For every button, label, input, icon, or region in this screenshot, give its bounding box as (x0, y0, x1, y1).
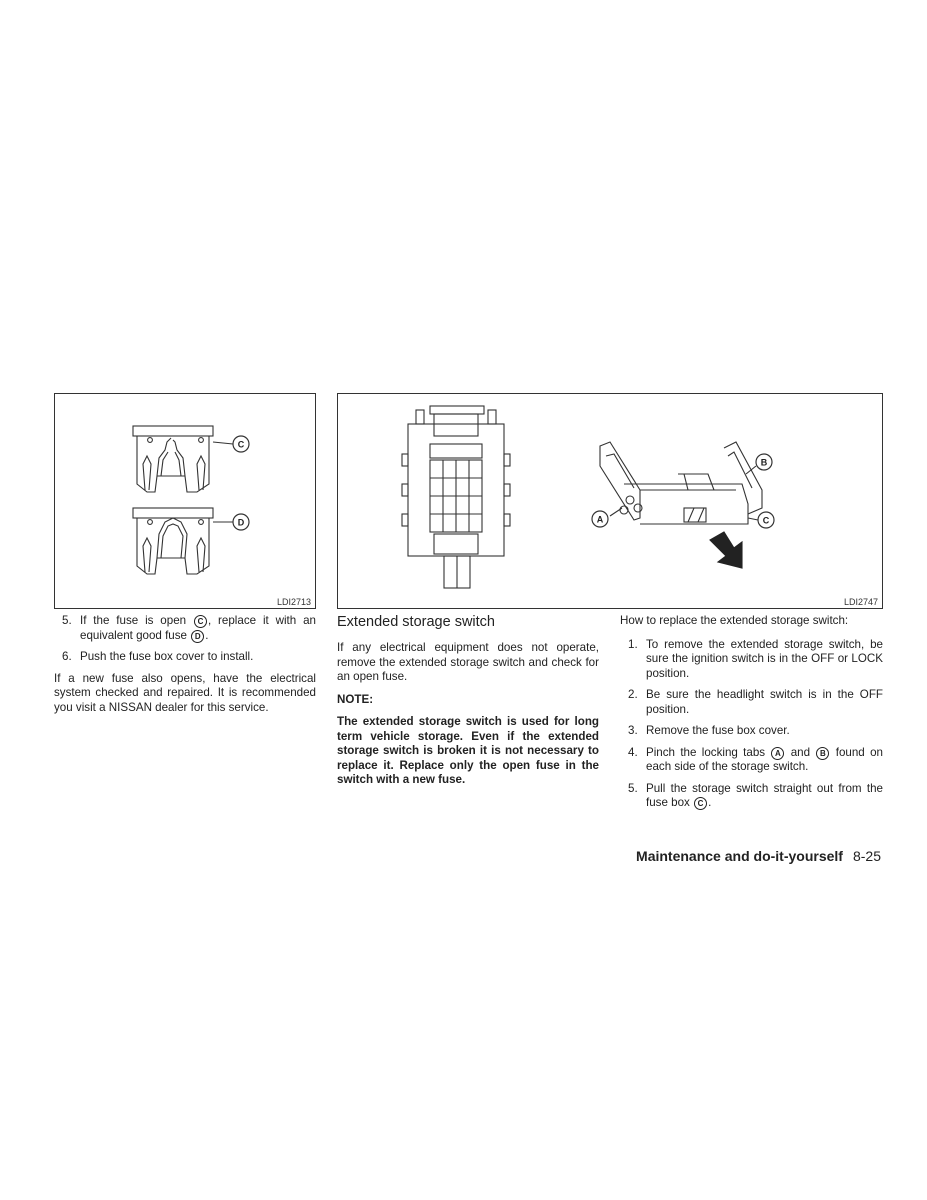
callout-c-symbol: C (194, 615, 207, 628)
svg-text:C: C (237, 439, 245, 450)
left-column (54, 614, 316, 723)
page-number: 8-25 (852, 848, 881, 864)
fuse-illustration (55, 394, 315, 608)
callout-c (233, 436, 249, 452)
right-column (620, 614, 883, 818)
svg-text:B: B (760, 457, 768, 468)
step-4: 4. Pinch the locking tabs A and B found on each side of the storage switch. (628, 745, 883, 773)
callout-c (758, 512, 774, 528)
intro-paragraph: If any electrical equipment does not operate, remove the extended storage switch and check for an open fuse. (337, 641, 599, 683)
step-3: 3. Remove the fuse box cover. (628, 724, 790, 737)
step-5: 5. If the fuse is open C , replace it with an equivalent good fuse D . (62, 614, 316, 642)
page-footer (636, 848, 881, 864)
fuse-figure (54, 393, 316, 609)
svg-text:C: C (762, 515, 770, 526)
callout-b-symbol: B (816, 747, 829, 760)
fuse-box-drawing (402, 406, 510, 588)
svg-text:A: A (596, 514, 604, 525)
storage-switch-illustration (338, 394, 882, 608)
figure-code: LDI2713 (276, 597, 311, 607)
note-body: The extended storage switch is used for long term vehicle storage. Even if the extended storage switch is broken it is not necessary to replace it. Replace only the open fuse in the switch with a new fuse. (337, 715, 599, 786)
footer-section-title: Maintenance and do-it-yourself (636, 848, 843, 864)
step-5: 5. Pull the storage switch straight out from the fuse box C . (628, 781, 883, 809)
note-title: NOTE: (337, 692, 374, 706)
open-fuse-drawing (133, 426, 213, 492)
extended-storage-switch-drawing (600, 442, 762, 524)
procedure-intro: How to replace the extended storage switch: (620, 614, 849, 627)
step-1: 1. To remove the extended storage switch, be sure the ignition switch is in the OFF or LOCK position. (628, 637, 883, 680)
step-6: 6. Push the fuse box cover to install. (62, 650, 254, 663)
storage-switch-figure (337, 393, 883, 609)
pull-direction-arrow (710, 532, 742, 568)
good-fuse-drawing (133, 508, 213, 574)
callout-b (756, 454, 772, 470)
step-2: 2. Be sure the headlight switch is in the OFF position. (628, 688, 883, 716)
svg-text:D: D (237, 517, 245, 528)
callout-d (233, 514, 249, 530)
dealer-paragraph: If a new fuse also opens, have the electrical system checked and repaired. It is recommended you visit a NISSAN dealer for this service. (54, 671, 316, 714)
figure-code: LDI2747 (843, 597, 878, 607)
callout-a-symbol: A (771, 747, 784, 760)
section-title: Extended storage switch (337, 614, 495, 630)
callout-a (592, 511, 608, 527)
callout-d-symbol: D (191, 630, 204, 643)
middle-column (337, 614, 599, 788)
callout-c-symbol: C (694, 797, 707, 810)
